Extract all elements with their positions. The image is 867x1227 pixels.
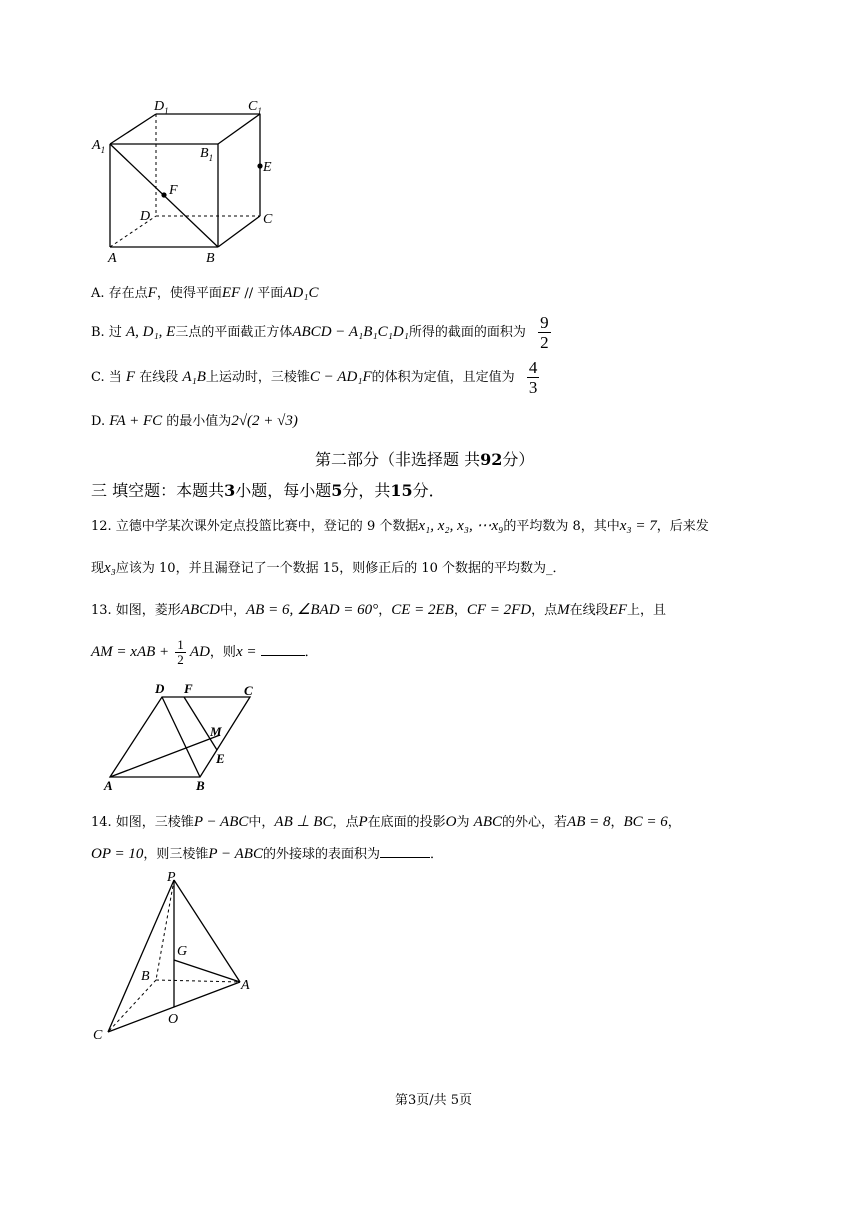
fill-blank-heading: 三 填空题：本题共3小题，每小题5分，共15分． [91, 481, 445, 500]
section-heading: 第二部分（非选择题 共92分） [315, 450, 535, 469]
rhombus-figure [100, 680, 260, 795]
label-b: B [206, 251, 215, 266]
q12-line2: 现x₃应该为 10，并且漏登记了一个数据 15，则修正后的 10 个数据的平均数为_． [91, 560, 566, 576]
pyramid-label-b: B [141, 969, 150, 984]
rhombus-label-b: B [196, 778, 205, 793]
fraction-4-3: $\frac{4}{3}$ [528, 358, 538, 397]
pyramid-figure [88, 868, 263, 1048]
q14-line1: 14. 如图，三棱锥P − ABC中，AB ⊥ BC，点P在底面的投影O为 ABC的外心，若AB = 8，BC = 6， [91, 814, 681, 830]
page-footer: 第3页/共 5页 [394, 1093, 473, 1108]
label-c: C [263, 212, 273, 227]
label-b1: $B_1$ [200, 146, 214, 163]
pyramid-label-c: C [93, 1028, 103, 1043]
label-e: E [263, 160, 272, 175]
point-e [257, 163, 262, 168]
rhombus-label-d: D [155, 681, 165, 696]
fraction-9-2: $\frac{9}{2}$ [540, 313, 549, 352]
pyramid-label-o: O [168, 1012, 179, 1027]
option-a: A. 存在点F，使得平面EF // 平面AD₁C [91, 285, 319, 301]
q13-line2: AM = xAB + $\frac{1}{2}$ AD，则x = ． [91, 637, 318, 667]
q13-line1: 13. 如图，菱形ABCD中，AB = 6, ∠BAD = 60°，CE = 2EB，CF = 2FD，点M在线段EF上，且 [91, 602, 667, 618]
pyramid-label-a: A [241, 978, 250, 993]
q12-line1: 12. 立德中学某次课外定点投篮比赛中，登记的 9 个数据x₁, x₂, x₃, ⋯x₉的平均数为 8，其中x₃ = 7，后来发 [91, 518, 709, 534]
rhombus-label-c: C [244, 683, 253, 698]
q14-line2: OP = 10，则三棱锥P − ABC的外接球的表面积为 ． [91, 846, 443, 862]
label-a1: $A_1$ [92, 138, 106, 155]
option-b: B. 过 A, D₁, E三点的平面截正方体ABCD − A₁B₁C₁D₁所得的截面的面积为 $\frac{9}{2}$ [91, 313, 549, 352]
pyramid-label-g: G [177, 944, 188, 959]
label-a: A [108, 251, 117, 266]
rhombus-label-m: M [210, 724, 222, 739]
cube-figure [88, 92, 288, 267]
rhombus-label-f: F [184, 681, 193, 696]
label-f: F [169, 183, 178, 198]
pyramid-label-p: P [167, 870, 176, 885]
rhombus-label-e: E [216, 751, 225, 766]
answer-blank-13 [261, 655, 305, 656]
rhombus-label-a: A [104, 778, 113, 793]
fraction-1-2: $\frac{1}{2}$ [177, 637, 184, 667]
label-d1: $D_1$ [154, 99, 169, 116]
label-c1: $C_1$ [248, 99, 262, 116]
answer-blank-14 [380, 857, 430, 858]
option-d: D. FA + FC 的最小值为2√(2 + √3) [91, 413, 298, 429]
label-d: D [140, 209, 151, 224]
point-f [161, 192, 166, 197]
option-c: C. 当 F 在线段 A₁B上运动时，三棱锥C − AD₁F的体积为定值，且定值为 $\frac{4}{3}$ [91, 358, 538, 397]
